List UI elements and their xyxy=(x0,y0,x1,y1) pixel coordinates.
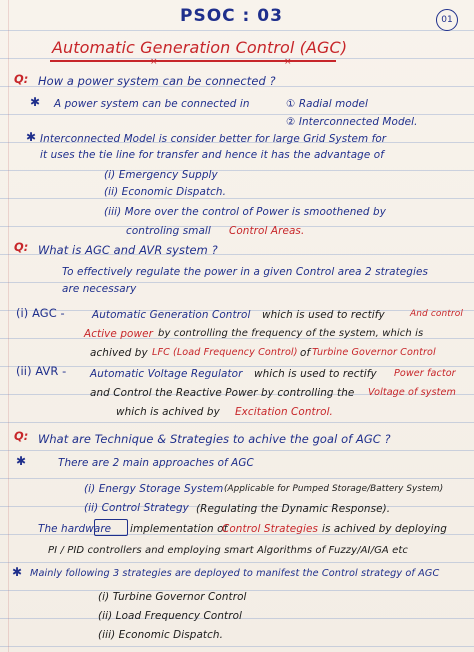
ruled-line xyxy=(0,170,474,171)
advantage-cont: controling small xyxy=(126,225,211,237)
agc-tag: (i) AGC - xyxy=(16,306,65,320)
q2-intro-line-1: To effectively regulate the power in a given Control area 2 strategies xyxy=(62,266,428,278)
question-2: What is AGC and AVR system ? xyxy=(38,243,218,257)
advantage-item: (i) Emergency Supply xyxy=(104,169,218,181)
mainly-line: Mainly following 3 strategies are deployed to manifest the Control strategy of AGC xyxy=(30,568,440,579)
strategy-item: (i) Turbine Governor Control xyxy=(98,591,247,603)
ruled-line xyxy=(0,30,474,31)
approach-1-note: (Applicable for Pumped Storage/Battery System) xyxy=(224,484,444,494)
ruled-line xyxy=(0,562,474,563)
margin-line xyxy=(8,0,9,652)
agc-lfc: LFC (Load Frequency Control) xyxy=(152,347,298,358)
approach-2: (ii) Control Strategy xyxy=(84,502,189,514)
asterisk-icon: ✱ xyxy=(16,454,27,468)
agc-text: which is used to rectify xyxy=(262,309,385,321)
answer-intro: A power system can be connected in xyxy=(54,98,250,110)
interconnected-line-1: Interconnected Model is consider better for large Grid System for xyxy=(40,133,387,145)
strategy-item: (ii) Load Frequency Control xyxy=(98,610,243,622)
agc-text: by controlling the frequency of the system, which is xyxy=(158,328,424,339)
cross-mark: × xyxy=(150,57,158,67)
option-radial: ① Radial model xyxy=(286,98,368,110)
avr-definition: Automatic Voltage Regulator xyxy=(90,368,243,380)
ruled-line xyxy=(0,58,474,59)
question-label: Q: xyxy=(14,240,29,254)
ruled-line xyxy=(0,478,474,479)
interconnected-line-2: it uses the tie line for transfer and hence it has the advantage of xyxy=(40,149,384,161)
avr-text: which is used to rectify xyxy=(254,368,377,380)
avr-voltage: Voltage of system xyxy=(368,387,456,398)
ruled-line xyxy=(0,646,474,647)
main-approaches: There are 2 main approaches of AGC xyxy=(58,457,254,469)
agc-text: of xyxy=(300,347,311,359)
controllers-line: PI / PID controllers and employing smart Algorithms of Fuzzy/AI/GA etc xyxy=(48,545,409,556)
ruled-line xyxy=(0,422,474,423)
advantage-highlight: Control Areas. xyxy=(229,225,305,237)
question-3: What are Technique & Strategies to achive the goal of AGC ? xyxy=(38,432,391,446)
question-label: Q: xyxy=(14,72,29,86)
title-underline xyxy=(50,60,336,62)
asterisk-icon: ✱ xyxy=(30,95,41,109)
hardware-box xyxy=(94,519,128,536)
avr-tag: (ii) AVR - xyxy=(16,364,67,378)
agc-active-power: Active power xyxy=(84,328,153,340)
page-number: 01 xyxy=(436,9,458,31)
asterisk-icon: ✱ xyxy=(26,130,37,144)
strategy-item: (iii) Economic Dispatch. xyxy=(98,629,224,641)
advantage-item: (iii) More over the control of Power is smoothened by xyxy=(104,206,386,218)
ruled-line xyxy=(0,114,474,115)
asterisk-icon: ✱ xyxy=(12,565,23,579)
advantage-item: (ii) Economic Dispatch. xyxy=(104,186,227,198)
hardware-text: is achived by deploying xyxy=(322,523,447,535)
agc-turbine: Turbine Governor Control xyxy=(312,347,436,358)
agc-definition: Automatic Generation Control xyxy=(92,309,251,321)
ruled-line xyxy=(0,450,474,451)
ruled-line xyxy=(0,198,474,199)
hardware-text: implementation of xyxy=(130,523,228,535)
approach-2-note: (Regulating the Dynamic Response). xyxy=(196,503,391,515)
q2-intro-line-2: are necessary xyxy=(62,283,137,295)
question-1: How a power system can be connected ? xyxy=(38,74,276,88)
ruled-line xyxy=(0,366,474,367)
avr-text: which is achived by xyxy=(116,406,220,418)
approach-1: (i) Energy Storage System xyxy=(84,483,224,495)
option-interconnected: ② Interconnected Model. xyxy=(286,116,418,128)
question-label: Q: xyxy=(14,429,29,443)
page-title: Automatic Generation Control (AGC) xyxy=(52,38,348,57)
cross-mark: × xyxy=(284,57,292,67)
avr-excitation: Excitation Control. xyxy=(235,406,333,418)
course-code: PSOC : 03 xyxy=(180,6,283,26)
agc-text: achived by xyxy=(90,347,148,359)
agc-highlight: And control xyxy=(410,309,463,319)
control-strategies: Control Strategies xyxy=(222,523,318,535)
hardware-text: The hardware xyxy=(38,523,112,535)
avr-highlight: Power factor xyxy=(394,368,456,379)
avr-text: and Control the Reactive Power by controlling the xyxy=(90,387,355,399)
